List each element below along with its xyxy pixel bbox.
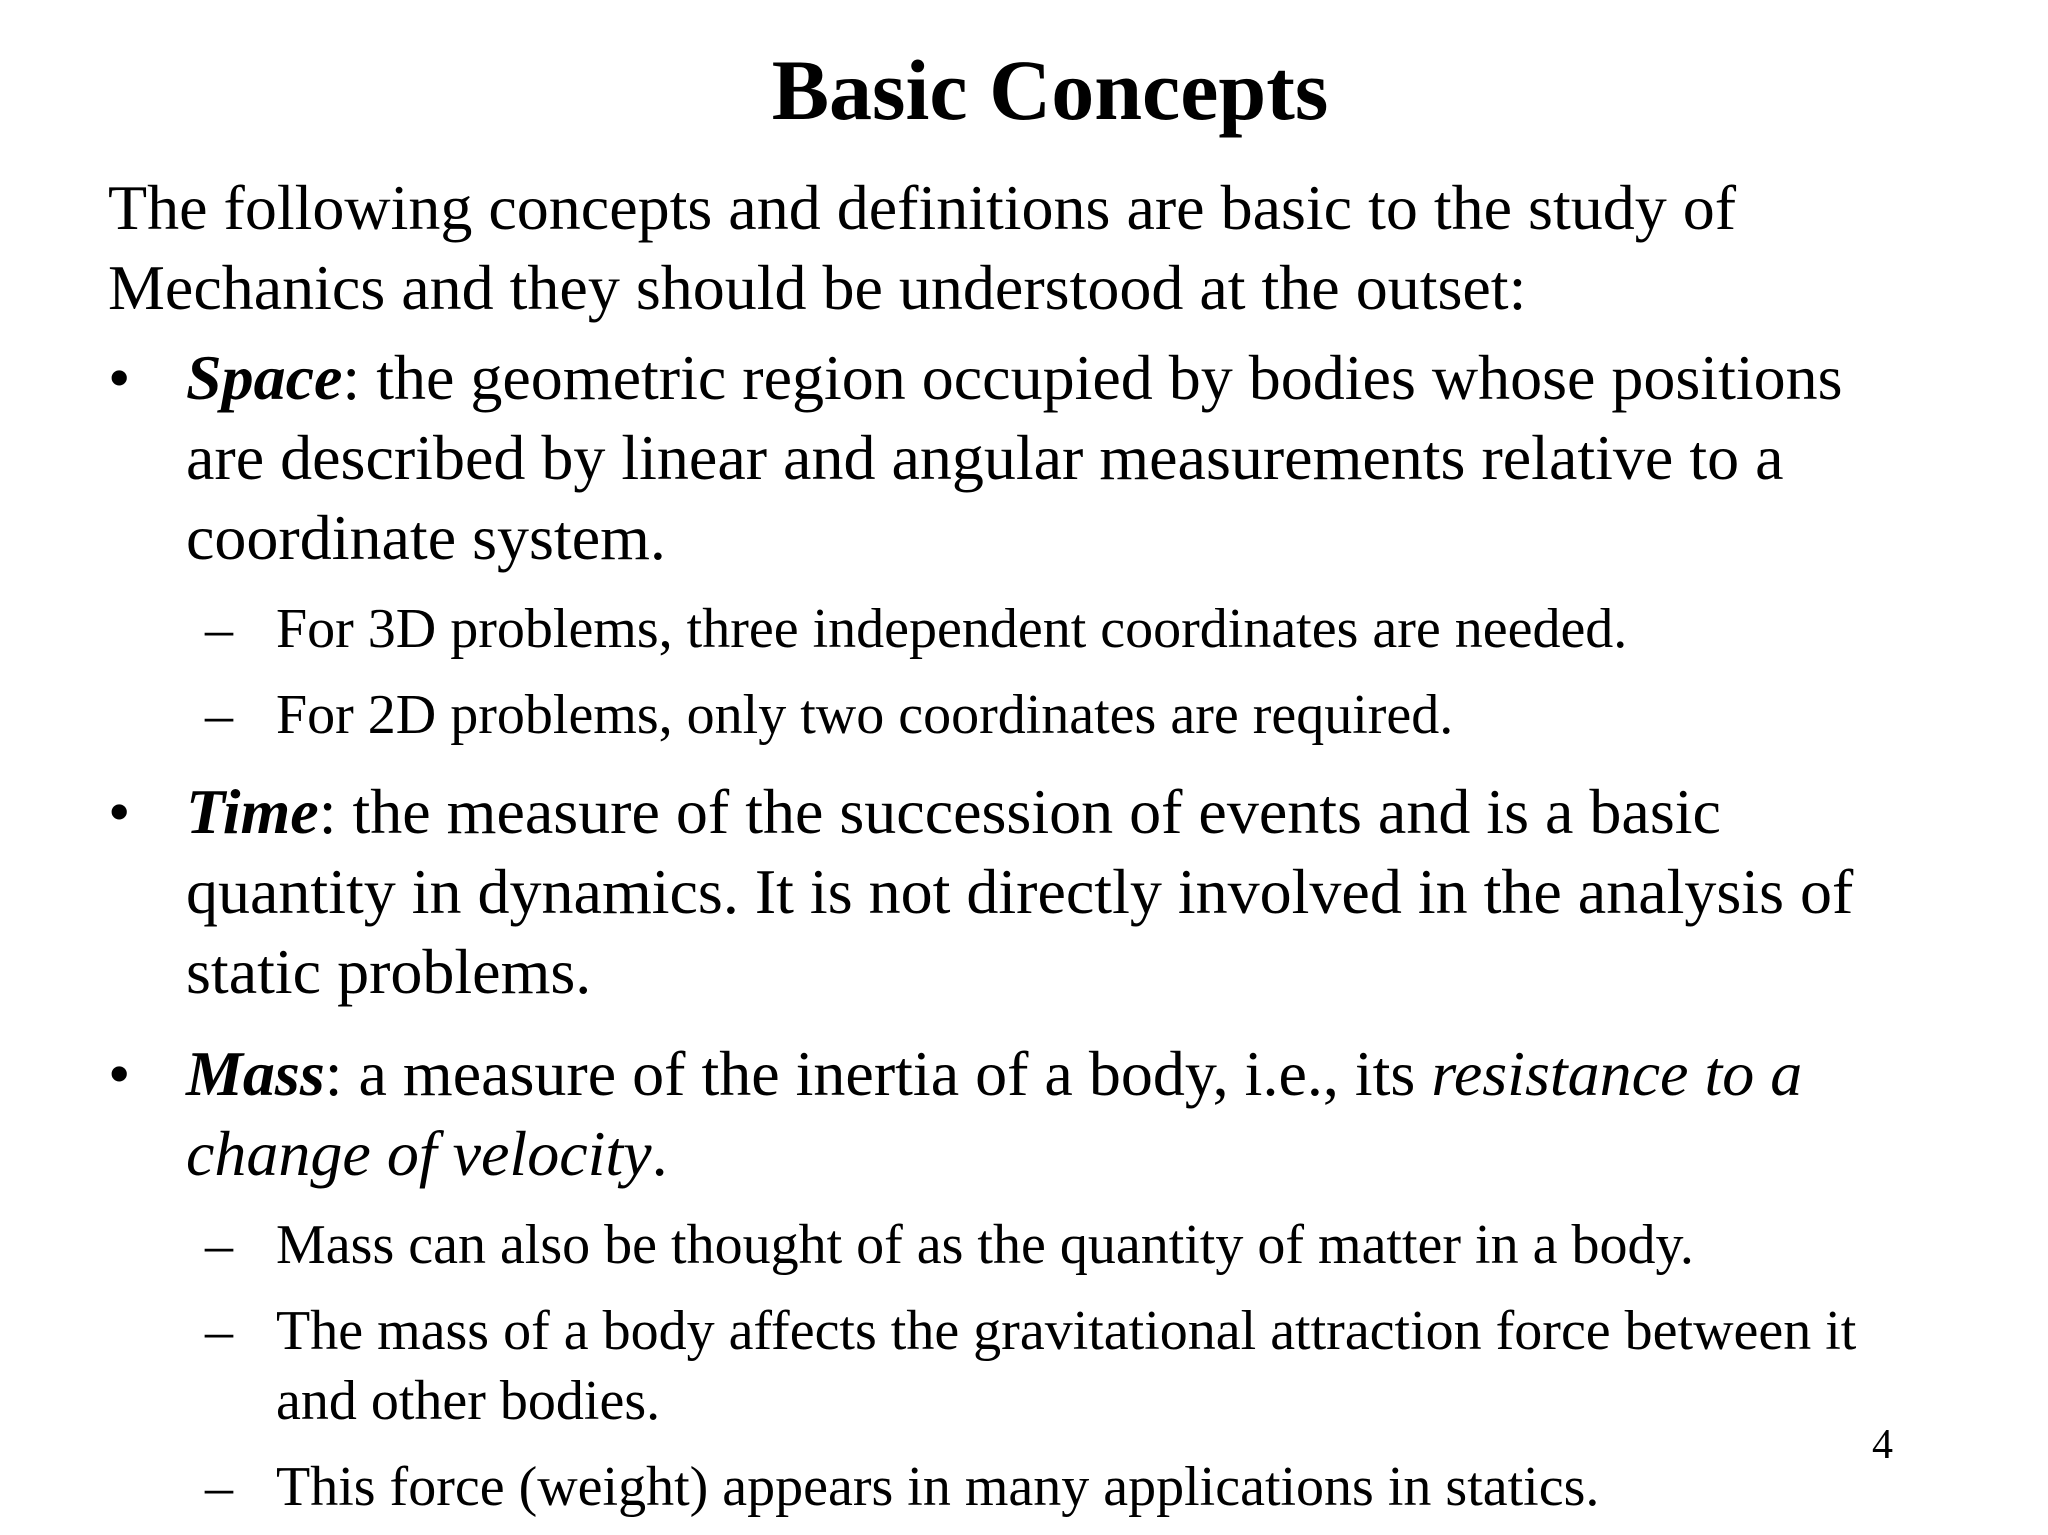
space-line-1 [186, 338, 2008, 418]
bullet-icon: • [108, 342, 131, 413]
mass-sub-1-text: Mass can also be thought of as the quantity of matter in a body. [276, 1214, 1694, 1276]
mass-def-end: . [651, 1118, 668, 1189]
slide-title: Basic Concepts [771, 42, 1329, 138]
dash-icon: – [205, 1456, 233, 1518]
dash-icon: – [205, 684, 233, 746]
mass-sub-1 [108, 1210, 2008, 1280]
space-sub-2-text: For 2D problems, only two coordinates are required. [276, 684, 1454, 746]
mass-sub-3-text: This force (weight) appears in many applications in statics. [276, 1456, 1600, 1518]
time-line-1 [186, 772, 2008, 852]
intro-line-2: Mechanics and they should be understood at the outset: [108, 252, 1527, 323]
mass-sub-3 [108, 1452, 2008, 1522]
space-sub-2 [108, 680, 2008, 750]
time-def-1: : the measure of the succession of events and is a basic [318, 776, 1721, 847]
bullet-icon: • [108, 776, 131, 847]
bullet-icon: • [108, 1038, 131, 1109]
space-line-2: are described by linear and angular measurements relative to a [186, 422, 1784, 493]
space-line-3: coordinate system. [186, 502, 666, 573]
space-sub-1-text: For 3D problems, three independent coordinates are needed. [276, 598, 1628, 660]
space-sub-1 [108, 594, 2008, 664]
mass-line-2 [186, 1114, 2008, 1194]
dash-icon: – [205, 1214, 233, 1276]
bullet-mass [108, 1034, 2008, 1194]
space-term: Space [186, 342, 343, 413]
mass-sub-2 [108, 1296, 2008, 1436]
intro-line-1: The following concepts and definitions are basic to the study of [108, 172, 1737, 243]
bullet-space [108, 338, 2008, 578]
mass-line-1 [186, 1034, 2008, 1114]
dash-icon: – [205, 598, 233, 660]
time-line-3: static problems. [186, 936, 592, 1007]
intro-paragraph [108, 168, 2008, 328]
mass-sub-2-line-2: and other bodies. [276, 1370, 661, 1432]
mass-term: Mass [186, 1038, 325, 1109]
space-def-1: : the geometric region occupied by bodies whose positions [342, 342, 1843, 413]
page-number: 4 [1872, 1422, 1893, 1468]
dash-icon: – [205, 1300, 233, 1362]
slide-body [108, 168, 2008, 1522]
mass-def-italic-2: change of velocity [186, 1118, 652, 1189]
mass-sub-2-line-1: The mass of a body affects the gravitational attraction force between it [276, 1300, 1857, 1362]
time-term: Time [186, 776, 319, 847]
bullet-time [108, 772, 2008, 1012]
mass-def-1: : a measure of the inertia of a body, i.e., its [324, 1038, 1432, 1109]
mass-def-italic-1: resistance to a [1431, 1038, 1803, 1109]
time-line-2: quantity in dynamics. It is not directly involved in the analysis of [186, 856, 1854, 927]
